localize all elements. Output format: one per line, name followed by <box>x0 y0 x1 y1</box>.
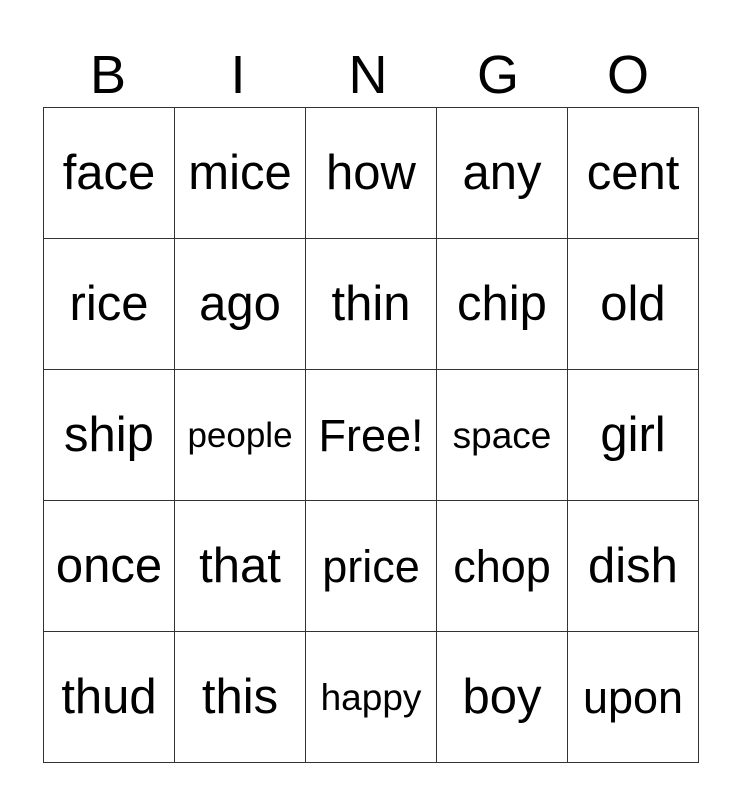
header-letter-b: B <box>89 45 127 105</box>
bingo-cell: ago <box>175 239 306 370</box>
bingo-cell: rice <box>44 239 175 370</box>
bingo-cell: happy <box>306 632 437 763</box>
free-space-cell: Free! <box>306 370 437 501</box>
bingo-cell: old <box>568 239 699 370</box>
bingo-cell: face <box>44 108 175 239</box>
bingo-cell: mice <box>175 108 306 239</box>
bingo-cell: people <box>175 370 306 501</box>
bingo-cell: dish <box>568 501 699 632</box>
bingo-cell: thin <box>306 239 437 370</box>
board-row <box>44 239 699 370</box>
bingo-cell: this <box>175 632 306 763</box>
bingo-cell: once <box>44 501 175 632</box>
bingo-cell: how <box>306 108 437 239</box>
header-letter-i: I <box>230 45 246 105</box>
bingo-board <box>43 107 699 763</box>
bingo-cell: any <box>437 108 568 239</box>
bingo-cell: that <box>175 501 306 632</box>
bingo-cell: space <box>437 370 568 501</box>
header-letter-n: N <box>348 45 388 105</box>
bingo-cell: chop <box>437 501 568 632</box>
bingo-cell: upon <box>568 632 699 763</box>
board-row <box>44 108 699 239</box>
bingo-cell: girl <box>568 370 699 501</box>
bingo-header <box>43 44 693 106</box>
board-row <box>44 632 699 763</box>
bingo-cell: ship <box>44 370 175 501</box>
bingo-cell: cent <box>568 108 699 239</box>
header-letter-g: G <box>476 45 519 105</box>
bingo-cell: thud <box>44 632 175 763</box>
board-row <box>44 370 699 501</box>
board-row <box>44 501 699 632</box>
bingo-cell: boy <box>437 632 568 763</box>
bingo-cell: chip <box>437 239 568 370</box>
header-letter-o: O <box>606 45 649 105</box>
bingo-cell: price <box>306 501 437 632</box>
